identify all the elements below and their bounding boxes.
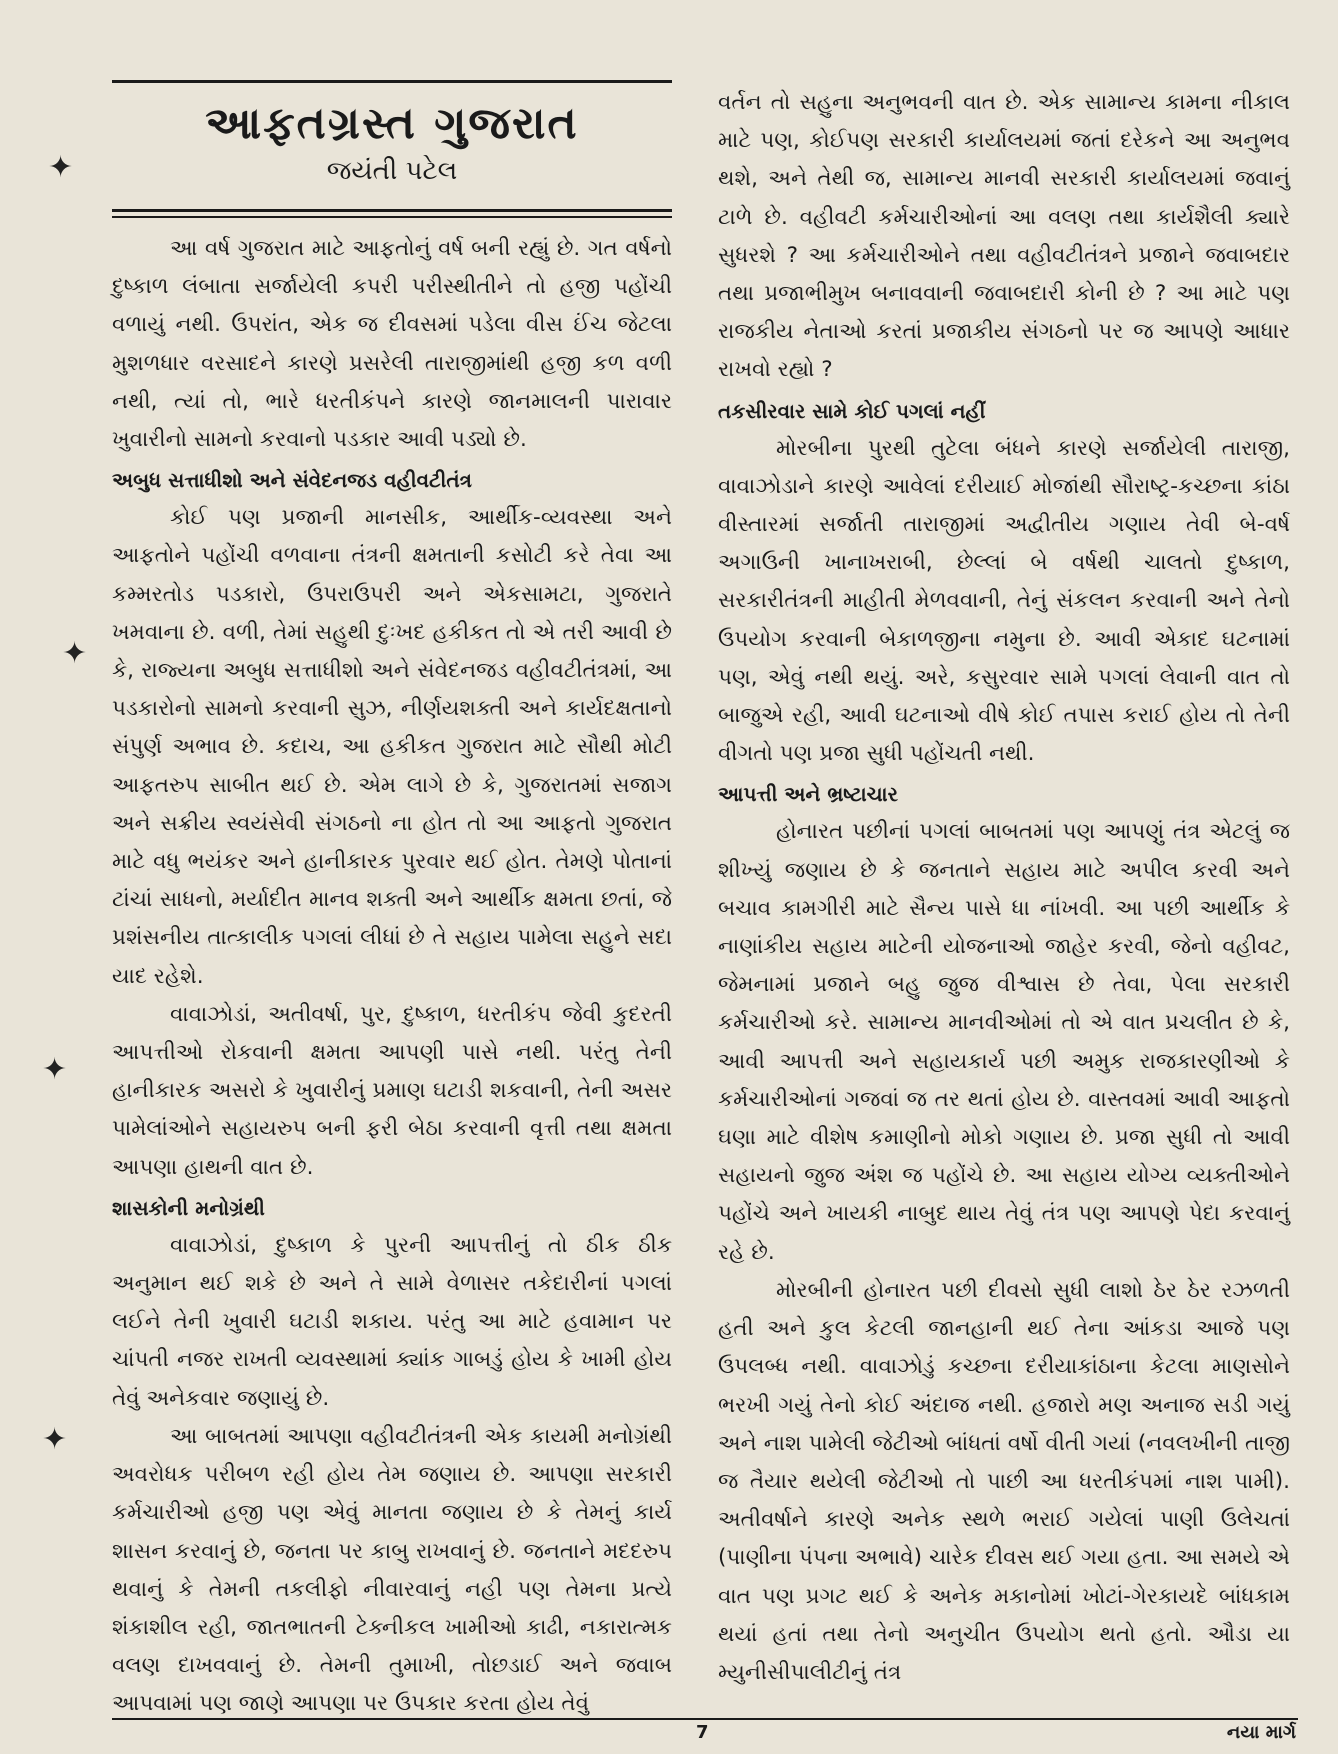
binding-mark-icon: ✦: [62, 636, 88, 671]
article-author: જયંતી પટેલ: [326, 156, 458, 186]
title-double-rule: [112, 209, 672, 218]
paragraph: આ બાબતમાં આપણા વહીવટીતંત્રની એક કાયમી મનોગ્રંથી અવરોધક પરીબળ રહી હોય તેમ જણાય છે. આપણા સરકારી કર્મચારીઓ હજી પણ એવું માનતા જણાય છે કે તેમનું કાર્ય શાસન કરવાનું છે, જનતા પર કાબુ રાખવાનું છે. જનતાને મદદરુપ થવાનું કે તેમની તકલીફો નીવારવાનું નહી પણ તેમના પ્રત્યે શંકાશીલ રહી, જાતભાતની ટેક્નીકલ ખામીઓ કાઢી, નકારાત્મક વલણ દાખવવાનું છે. તેમની તુમાખી, તોછડાઈ અને જવાબ આપવામાં પણ જાણે આપણા પર ઉપકાર કરતા હોય તેવું: [112, 1423, 672, 1717]
right-column-body: [718, 84, 1290, 1692]
paragraph: મોરબીના પુરથી તુટેલા બંધને કારણે સર્જાયેલી તારાજી, વાવાઝોડાને કારણે આવેલાં દરીયાઈ મોજાંથી સૌરાષ્ટ્ર-કચ્છના કાંઠા વીસ્તારમાં સર્જાતી તારાજીમાં અદ્વીતીય ગણાય તેવી બે-વર્ષ અગાઉની ખાનાખરાબી, છેલ્લાં બે વર્ષથી ચાલતો દુષ્કાળ, સરકારીતંત્રની માહીતી મેળવવાની, તેનું સંકલન કરવાની અને તેનો ઉપયોગ કરવાની બેકાળજીના નમુના છે. આવી એકાદ ઘટનામાં પણ, એવું નથી થયું. અરે, કસુરવાર સામે પગલાં લેવાની વાત તો બાજુએ રહી, આવી ઘટનાઓ વીષે કોઈ તપાસ કરાઈ હોય તો તેની વીગતો પણ પ્રજા સુધી પહોંચતી નથી.: [718, 435, 1290, 767]
paragraph: કોઈ પણ પ્રજાની માનસીક, આર્થીક-વ્યવસ્થા અને આફતોને પહોંચી વળવાના તંત્રની ક્ષમતાની કસોટી કરે તેવા આ કમ્મરતોડ પડકારો, ઉપરાઉપરી અને એકસામટા, ગુજરાતે ખમવાના છે. વળી, તેમાં સહુથી દુઃખદ હકીકત તો એ તરી આવી છે કે, રાજ્યના અબુધ સત્તાધીશો અને સંવેદનજડ વહીવટીતંત્રમાં, આ પડકારોનો સામનો કરવાની સુઝ, નીર્ણયશક્તી અને કાર્યદક્ષતાનો સંપુર્ણ અભાવ છે. કદાચ, આ હકીકત ગુજરાત માટે સૌથી મોટી આફતરુપ સાબીત થઈ છે. એમ લાગે છે કે, ગુજરાતમાં સજાગ અને સક્રીય સ્વયંસેવી સંગઠનો ના હોત તો આ આફતો ગુજરાત માટે વધુ ભયંકર અને હાનીકારક પુરવાર થઈ હોત. તેમણે પોતાનાં ટાંચાં સાધનો, મર્યાદીત માનવ શક્તી અને આર્થીક ક્ષમતા છતાં, જે પ્રશંસનીય તાત્કાલીક પગલાં લીધાં છે તે સહાય પામેલા સહુને સદા યાદ રહેશે.: [112, 505, 672, 989]
paragraph: વાવાઝોડાં, દુષ્કાળ કે પુરની આપત્તીનું તો ઠીક ઠીક અનુમાન થઈ શકે છે અને તે સામે વેળાસર તકેદારીનાં પગલાં લઈને તેની ખુવારી ઘટાડી શકાય. પરંતુ આ માટે હવામાન પર ચાંપતી નજર રાખતી વ્યવસ્થામાં ક્યાંક ગાબડું હોય કે ખામી હોય તેવું અનેકવાર જણાયું છે.: [112, 1232, 672, 1411]
binding-mark-icon: ✦: [42, 1052, 68, 1087]
page-number: 7: [696, 1722, 709, 1743]
paragraph: હોનારત પછીનાં પગલાં બાબતમાં પણ આપણું તંત્ર એટલું જ શીખ્યું જણાય છે કે જનતાને સહાય માટે અપીલ કરવી અને બચાવ કામગીરી માટે સૈન્ય પાસે ધા નાંખવી. આ પછી આર્થીક કે નાણાંકીય સહાય માટેની યોજનાઓ જાહેર કરવી, જેનો વહીવટ, જેમનામાં પ્રજાને બહુ જુજ વીશ્વાસ છે તેવા, પેલા સરકારી કર્મચારીઓ કરે. સામાન્ય માનવીઓમાં તો એ વાત પ્રચલીત છે કે, આવી આપત્તી અને સહાયકાર્ય પછી અમુક રાજકારણીઓ કે કર્મચારીઓનાં ગજવાં જ તર થતાં હોય છે. વાસ્તવમાં આવી આફતો ઘણા માટે વીશેષ કમાણીનો મોકો ગણાય છે. પ્રજા સુધી તો આવી સહાયનો જુજ અંશ જ પહોંચે છે. આ સહાય યોગ્ય વ્યક્તીઓને પહોંચે અને ખાયકી નાબુદ થાય તેવું તંત્ર પણ આપણે પેદા કરવાનું રહે છે.: [718, 819, 1290, 1265]
footer-rule: [112, 1718, 1298, 1720]
binding-mark-icon: ✦: [42, 1422, 68, 1457]
section-heading: આપત્તી અને ભ્રષ્ટાચાર: [718, 782, 898, 807]
paragraph: વર્તન તો સહુના અનુભવની વાત છે. એક સામાન્ય કામના નીકાલ માટે પણ, કોઈપણ સરકારી કાર્યાલયમાં જતાં દરેકને આ અનુભવ થશે, અને તેથી જ, સામાન્ય માનવી સરકારી કાર્યાલયમાં જવાનું ટાળે છે. વહીવટી કર્મચારીઓનાં આ વલણ તથા કાર્યશૈલી ક્યારે સુધરશે ? આ કર્મચારીઓને તથા વહીવટીતંત્રને પ્રજાને જવાબદાર તથા પ્રજાભીમુખ બનાવવાની જવાબદારી કોની છે ? આ માટે પણ રાજકીય નેતાઓ કરતાં પ્રજાકીય સંગઠનો પર જ આપણે આધાર રાખવો રહ્યો ?: [718, 90, 1290, 383]
section-heading: શાસકોની મનોગ્રંથી: [112, 1195, 265, 1220]
paragraph: વાવાઝોડાં, અતીવર્ષા, પુર, દુષ્કાળ, ધરતીકંપ જેવી કુદરતી આપત્તીઓ રોકવાની ક્ષમતા આપણી પાસે નથી. પરંતુ તેની હાનીકારક અસરો કે ખુવારીનું પ્રમાણ ઘટાડી શકવાની, તેની અસર પામેલાંઓને સહાયરુપ બની ફરી બેઠા કરવાની વૃત્તી તથા ક્ષમતા આપણા હાથની વાત છે.: [112, 1001, 672, 1180]
paragraph: મોરબીની હોનારત પછી દીવસો સુધી લાશો ઠેર ઠેર રઝળતી હતી અને કુલ કેટલી જાનહાની થઈ તેના આંકડા આજે પણ ઉપલબ્ધ નથી. વાવાઝોડું કચ્છના દરીયાકાંઠાના કેટલા માણસોને ભરખી ગયું તેનો કોઈ અંદાજ નથી. હજારો મણ અનાજ સડી ગયું અને નાશ પામેલી જેટીઓ બાંધતાં વર્ષો વીતી ગયાં (નવલખીની તાજી જ તૈયાર થયેલી જેટીઓ તો પાછી આ ધરતીકંપમાં નાશ પામી). અતીવર્ષાને કારણે અનેક સ્થળે ભરાઈ ગયેલાં પાણી ઉલેચતાં (પાણીના પંપના અભાવે) ચારેક દીવસ થઈ ગયા હતા. આ સમયે એ વાત પણ પ્રગટ થઈ કે અનેક મકાનોમાં ખોટાં-ગેરકાયદે બાંધકામ થયાં હતાં તથા તેનો અનુચીત ઉપયોગ થતો હતો. ઔડા યા મ્યુનીસીપાલીટીનું તંત્ર: [718, 1277, 1290, 1685]
section-heading: તકસીરવાર સામે કોઈ પગલાં નહીં: [718, 398, 986, 423]
paragraph: આ વર્ષ ગુજરાત માટે આફતોનું વર્ષ બની રહ્યું છે. ગત વર્ષનો દુષ્કાળ લંબાતા સર્જાયેલી કપરી પરીસ્થીતીને તો હજી પહોંચી વળાયું નથી. ઉપરાંત, એક જ દીવસમાં પડેલા વીસ ઈંચ જેટલા મુશળધાર વરસાદને કારણે પ્રસરેલી તારાજીમાંથી હજી કળ વળી નથી, ત્યાં તો, ભારે ધરતીકંપને કારણે જાનમાલની પારાવાર ખુવારીનો સામનો કરવાનો પડકાર આવી પડ્યો છે.: [112, 236, 672, 453]
left-column: [112, 80, 672, 1724]
magazine-name: નયા માર્ગ: [1226, 1722, 1296, 1743]
section-heading: અબુધ સત્તાધીશો અને સંવેદનજડ વહીવટીતંત્ર: [112, 468, 472, 493]
top-rule: [112, 80, 672, 83]
right-column: [718, 84, 1290, 1692]
binding-mark-icon: ✦: [48, 150, 74, 185]
article-header: [112, 80, 672, 218]
left-column-body: [112, 230, 672, 1724]
article-title: આફતગ્રસ્ત ગુજરાત: [205, 98, 579, 149]
